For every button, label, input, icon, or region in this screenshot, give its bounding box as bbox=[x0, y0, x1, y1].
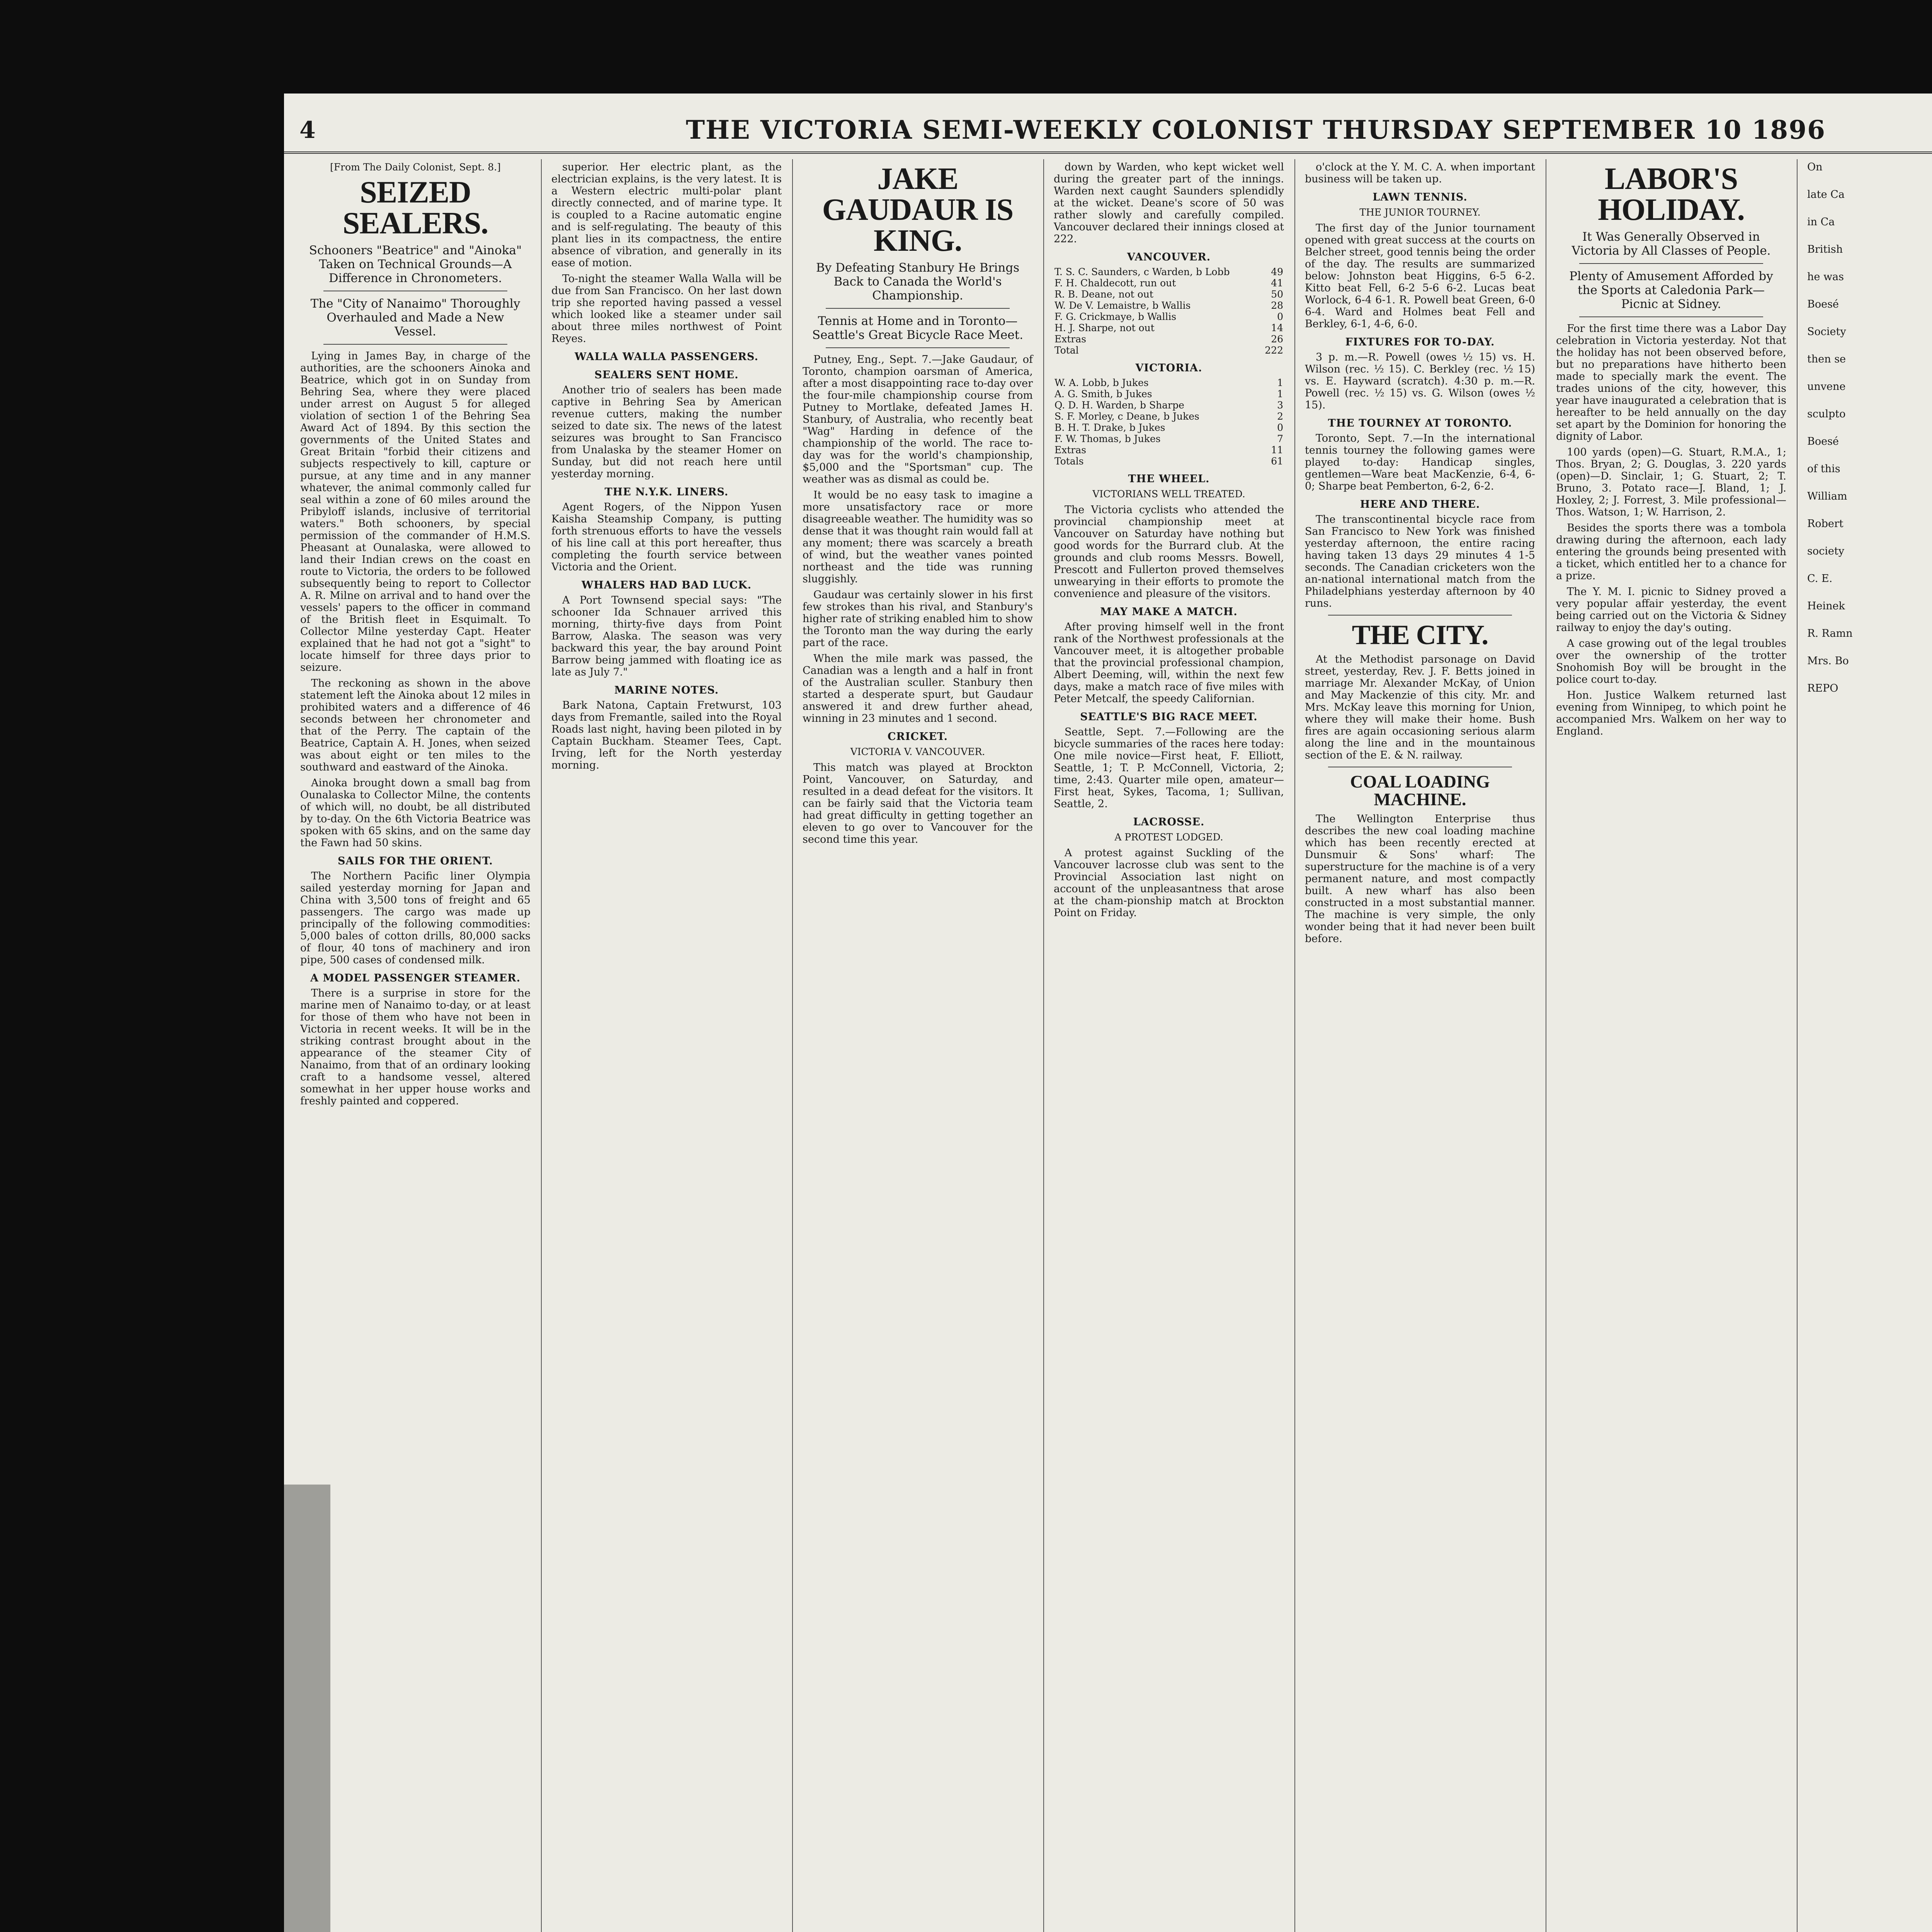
fragment-line: sculpto bbox=[1807, 408, 1846, 420]
player-name: Total bbox=[1054, 345, 1079, 356]
table-row bbox=[1054, 266, 1284, 277]
article-paragraph: A protest against Suckling of the Vancouver lacrosse club was sent to the Provincial Association last night on account of the unpleasantness that arose at the cham-pionship match at Brockton Point on Friday. bbox=[1054, 847, 1284, 919]
article-paragraph: Toronto, Sept. 7.—In the international tennis tourney the following games were played to-day: Handicap singles, gentlemen—Ware beat MacKenzie, 6-4, 6-0; Sharpe beat Pemberton, 6-2, 6-2. bbox=[1305, 432, 1535, 492]
fragment-line: C. E. bbox=[1807, 573, 1833, 585]
subhead: THE WHEEL. bbox=[1128, 473, 1210, 485]
article-paragraph: Besides the sports there was a tombola drawing during the afternoon, each lady entering the grounds being presented with a ticket, which entitled her to a chance for a prize. bbox=[1556, 522, 1786, 582]
article-paragraph: There is a surprise in store for the marine men of Nanaimo to-day, or at least for those of them who have not been in Victoria in recent weeks. It will be in the striking contrast brought about in the appearance of the steamer City of Nanaimo, from that of an ordinary looking craft to a handsome vessel, altered somewhat in her upper house works and freshly painted and coppered. bbox=[300, 987, 531, 1107]
headline-seized-sealers: SEIZED SEALERS. bbox=[342, 175, 488, 240]
player-name: F. G. Crickmaye, b Wallis bbox=[1054, 311, 1177, 322]
table-row bbox=[1054, 311, 1284, 322]
runs: 11 bbox=[1271, 444, 1283, 456]
article-paragraph: Gaudaur was certainly slower in his first few strokes than his rival, and Stanbury's higher rate of striking enabled him to show the Toronto man the way during the early part of the race. bbox=[803, 589, 1033, 649]
deck: It Was Generally Observed in Victoria by All Classes of People. bbox=[1571, 230, 1771, 258]
subhead: WALLA WALLA PASSENGERS. bbox=[575, 351, 759, 363]
article-paragraph: At the Methodist parsonage on David street, yesterday, Rev. J. F. Betts joined in marriage Mr. Alexander McKay, of Union and May Mackenzie of this city. Mr. and Mrs. McKay leave this morning for Union, where they will make their home. Bush fires are again occasioning serious alarm along the line and in the mountainous section of the E. & N. railway. bbox=[1305, 653, 1535, 761]
column-rule bbox=[1797, 159, 1798, 1932]
subhead-small: VICTORIA V. VANCOUVER. bbox=[850, 746, 985, 757]
fragment-line: of this bbox=[1807, 463, 1840, 475]
article-paragraph: The Y. M. I. picnic to Sidney proved a very popular affair yesterday, the event being carried out on the Victoria & Sidney railway to enjoy the day's outing. bbox=[1556, 586, 1786, 634]
article-paragraph: When the mile mark was passed, the Canadian was a length and a half in front of the Australian sculler. Stanbury then started a desperate spurt, but Gaudaur answered it and drew further ahead, winning in 23 minutes and 1 second. bbox=[803, 653, 1033, 724]
page-header bbox=[284, 94, 1932, 154]
player-name: Totals bbox=[1054, 456, 1084, 467]
article-paragraph: superior. Her electric plant, as the electrician explains, is the very latest. It is a Western electric multi-polar plant directly connected, and of marine type. It is coupled to a Racine automatic engine and is self-regulating. The beauty of this plant lies in its compactness, the entire absence of vibration, and generally in its ease of motion. bbox=[551, 161, 782, 269]
runs: 222 bbox=[1265, 345, 1283, 356]
victoria-scorecard bbox=[1054, 377, 1284, 467]
runs: 1 bbox=[1277, 377, 1283, 388]
headline-coal-loading: COAL LOADING MACHINE. bbox=[1350, 772, 1490, 809]
table-row bbox=[1054, 456, 1284, 467]
divider bbox=[1328, 615, 1512, 616]
table-row bbox=[1054, 333, 1284, 345]
article-paragraph: For the first time there was a Labor Day celebration in Victoria yesterday. Not that the holiday has not been observed before, but no preparations have hitherto been made to specially mark the event. The trades unions of the city, however, this year have inaugurated a celebration that is hereafter to be held annually on the day set apart by the Dominion for honoring the dignity of Labor. bbox=[1556, 323, 1786, 442]
deck: Tennis at Home and in Toronto—Seattle's Great Bicycle Race Meet. bbox=[812, 314, 1024, 342]
column-1 bbox=[292, 161, 539, 1932]
divider bbox=[1579, 263, 1763, 264]
table-row bbox=[1054, 388, 1284, 400]
fragment-line: William bbox=[1807, 490, 1847, 502]
subhead: LAWN TENNIS. bbox=[1372, 191, 1468, 203]
subhead: SEATTLE'S BIG RACE MEET. bbox=[1080, 711, 1258, 723]
article-paragraph: 100 yards (open)—G. Stuart, R.M.A., 1; Thos. Bryan, 2; G. Douglas, 3. 220 yards (open)—D. Sinclair, 1; G. Stuart, 2; T. Bruno, 3. Potato race—J. Bland, 1; J. Hoxley, 2; J. Forrest, 3. Mile professional—Thos. Watson, 1; W. Harrison, 2. bbox=[1556, 446, 1786, 518]
article-paragraph: Putney, Eng., Sept. 7.—Jake Gaudaur, of Toronto, champion oarsman of America, after a most disappointing race to-day over the four-mile championship course from Putney to Mortlake, defeated James H. Stanbury, of Australia, who recently beat "Wag" Harding in defence of the championship of the world. The race to-day was for the world's championship, $5,000 and the "Sportsman" cup. The weather was as dismal as could be. bbox=[803, 354, 1033, 485]
article-paragraph: The Wellington Enterprise thus describes the new coal loading machine which has been recently erected at Dunsmuir & Sons' wharf: The superstructure for the machine is of a very permanent nature, and most compactly built. A new wharf has also been constructed in a most substantial manner. The machine is very simple, the only wonder being that it had never been built before. bbox=[1305, 813, 1535, 945]
subhead: CRICKET. bbox=[887, 731, 948, 743]
headline-gaudaur: JAKE GAUDAUR IS KING. bbox=[822, 162, 1014, 258]
runs: 49 bbox=[1271, 266, 1283, 277]
article-paragraph: To-night the steamer Walla Walla will be due from San Francisco. On her last down trip she reported having passed a vessel which looked like a steamer under sail about three miles northwest of Point Reyes. bbox=[551, 273, 782, 345]
fragment-line: Boesé bbox=[1807, 298, 1839, 310]
article-paragraph: The Victoria cyclists who attended the provincial championship meet at Vancouver on Saturday have nothing but good words for the Burrard club. At the grounds and club rooms Messrs. Bowell, Prescott and Fullerton proved themselves unwearying in their efforts to promote the convenience and pleasure of the visitors. bbox=[1054, 504, 1284, 600]
player-name: S. F. Morley, c Deane, b Jukes bbox=[1054, 411, 1199, 422]
player-name: B. H. T. Drake, b Jukes bbox=[1054, 422, 1165, 433]
player-name: F. H. Chaldecott, run out bbox=[1054, 277, 1176, 289]
table-row bbox=[1054, 433, 1284, 444]
article-paragraph: The first day of the Junior tournament opened with great success at the courts on Belcher street, good tennis being the order of the day. The results are summarized below: Johnston beat Higgins, 6-5 6-2. Kitto beat Fell, 6-2 5-6 6-2. Lucas beat Worlock, 6-4 6-1. R. Powell beat Green, 6-0 6-4. Ward and Holmes beat Fell and Berkley, 6-1, 4-6, 6-0. bbox=[1305, 222, 1535, 330]
runs: 0 bbox=[1277, 422, 1283, 433]
runs: 0 bbox=[1277, 311, 1283, 322]
article-paragraph: Another trio of sealers has been made captive in Behring Sea by American revenue cutters, making the number seized to date six. The news of the latest seizures was brought to San Francisco from Unalaska by the steamer Homer on Sunday, but did not reach here until yesterday morning. bbox=[551, 384, 782, 480]
runs: 14 bbox=[1271, 322, 1283, 333]
runs: 50 bbox=[1271, 289, 1283, 300]
column-5 bbox=[1296, 161, 1544, 1932]
fragment-line: Heinek bbox=[1807, 600, 1845, 612]
deck: By Defeating Stanbury He Brings Back to Canada the World's Championship. bbox=[816, 261, 1020, 303]
article-paragraph: Bark Natona, Captain Fretwurst, 103 days from Fremantle, sailed into the Royal Roads last night, having been piloted in by Captain Buckham. Steamer Tees, Capt. Irving, left for the North yesterday morning. bbox=[551, 699, 782, 771]
column-rule bbox=[792, 159, 793, 1932]
player-name: Extras bbox=[1054, 444, 1087, 456]
table-row bbox=[1054, 289, 1284, 300]
article-paragraph: This match was played at Brockton Point, Vancouver, on Saturday, and resulted in a dead defeat for the visitors. It can be fairly said that the Victoria team had great difficulty in getting together an eleven to go over to Vancouver for the second time this year. bbox=[803, 762, 1033, 845]
vancouver-scorecard bbox=[1054, 266, 1284, 356]
runs: 41 bbox=[1271, 277, 1283, 289]
runs: 2 bbox=[1277, 411, 1283, 422]
newspaper-page bbox=[284, 94, 1932, 1932]
score-table-title: VANCOUVER. bbox=[1127, 251, 1211, 263]
runs: 1 bbox=[1277, 388, 1283, 400]
table-row bbox=[1054, 277, 1284, 289]
column-rule bbox=[541, 159, 542, 1932]
player-name: A. G. Smith, b Jukes bbox=[1054, 388, 1152, 400]
article-paragraph: Agent Rogers, of the Nippon Yusen Kaisha Steamship Company, is putting forth strenuous efforts to have the vessels of his line call at this port hereafter, thus completing the fourth service between Victoria and the Orient. bbox=[551, 501, 782, 573]
table-row bbox=[1054, 422, 1284, 433]
source-note: [From The Daily Colonist, Sept. 8.] bbox=[330, 162, 501, 173]
table-row bbox=[1054, 377, 1284, 388]
subhead: MARINE NOTES. bbox=[614, 684, 719, 696]
article-paragraph: A case growing out of the legal troubles over the ownership of the trotter Snohomish Boy will be brought in the police court to-day. bbox=[1556, 638, 1786, 685]
column-rule bbox=[1294, 159, 1295, 1932]
fragment-line: late Ca bbox=[1807, 189, 1845, 201]
column-2 bbox=[543, 161, 790, 1932]
deck: The "City of Nanaimo" Thoroughly Overhauled and Made a New Vessel. bbox=[310, 297, 520, 338]
article-paragraph: Seattle, Sept. 7.—Following are the bicycle summaries of the races here today: One mile novice—First heat, F. Elliott, Seattle, 1; T. P. McConnell, Victoria, 2; time, 2:43. Quarter mile open, amateur—First heat, Sykes, Tacoma, 1; Sullivan, Seattle, 2. bbox=[1054, 726, 1284, 810]
deck: Schooners "Beatrice" and "Ainoka" Taken on Technical Grounds—A Difference in Chronometers. bbox=[309, 243, 522, 285]
fragment-line: society bbox=[1807, 545, 1844, 557]
fragment-line: Society bbox=[1807, 326, 1846, 338]
article-paragraph: A Port Townsend special says: "The schooner Ida Schnauer arrived this morning, thirty-five days from Point Barrow, Alaska. The season was very backward this year, the bay around Point Barrow being jammed with floating ice as late as July 7." bbox=[551, 594, 782, 678]
article-paragraph: o'clock at the Y. M. C. A. when important business will be taken up. bbox=[1305, 161, 1535, 185]
player-name: H. J. Sharpe, not out bbox=[1054, 322, 1155, 333]
deck: Plenty of Amusement Afforded by the Sports at Caledonia Park—Picnic at Sidney. bbox=[1569, 269, 1773, 311]
subhead: FIXTURES FOR TO-DAY. bbox=[1345, 336, 1495, 348]
fragment-line: Boesé bbox=[1807, 435, 1839, 447]
subhead-small: VICTORIANS WELL TREATED. bbox=[1092, 488, 1245, 500]
headline-the-city: THE CITY. bbox=[1352, 619, 1488, 650]
fragment-line: REPO bbox=[1807, 682, 1838, 694]
fragment-line: On bbox=[1807, 161, 1823, 173]
table-row bbox=[1054, 345, 1284, 356]
table-row bbox=[1054, 300, 1284, 311]
article-paragraph: The Northern Pacific liner Olympia sailed yesterday morning for Japan and China with 3,500 tons of freight and 65 passengers. The cargo was made up principally of the following commodities: 5,000 bales of cotton drills, 80,000 sacks of flour, 40 tons of machinery and iron pipe, 500 cases of condensed milk. bbox=[300, 870, 531, 966]
runs: 28 bbox=[1271, 300, 1283, 311]
subhead: SAILS FOR THE ORIENT. bbox=[338, 855, 493, 867]
page-number: 4 bbox=[299, 117, 316, 144]
player-name: Q. D. H. Warden, b Sharpe bbox=[1054, 400, 1184, 411]
fragment-line: Mrs. Bo bbox=[1807, 655, 1849, 667]
article-paragraph: After proving himself well in the front rank of the Northwest professionals at the Vancouver meet, it is altogether probable that the provincial professional champion, Albert Deeming, will, within the next few days, make a match race of five miles with Peter Metcalf, the speedy Californian. bbox=[1054, 621, 1284, 705]
column-7-fragment bbox=[1799, 161, 1932, 1932]
table-row bbox=[1054, 400, 1284, 411]
masthead: THE VICTORIA SEMI-WEEKLY COLONIST THURSDAY SEPTEMBER 10 1896 bbox=[685, 115, 1826, 145]
fragment-line: unvene bbox=[1807, 381, 1846, 393]
score-table-title: VICTORIA. bbox=[1135, 362, 1202, 374]
article-paragraph: It would be no easy task to imagine a more unsatisfactory race or more disagreeable weather. The humidity was so dense that it was thought rain would fall at any moment; there was scarcely a breath of wind, but the weather vanes pointed northeast and the tide was running sluggishly. bbox=[803, 489, 1033, 585]
subhead: A MODEL PASSENGER STEAMER. bbox=[310, 972, 520, 984]
article-paragraph: Hon. Justice Walkem returned last evening from Winnipeg, to which point he accompanied Mrs. Walkem on her way to England. bbox=[1556, 689, 1786, 737]
runs: 61 bbox=[1271, 456, 1283, 467]
column-6 bbox=[1548, 161, 1795, 1932]
subhead: THE TOURNEY AT TORONTO. bbox=[1328, 417, 1512, 429]
subhead: LACROSSE. bbox=[1133, 816, 1205, 828]
player-name: F. W. Thomas, b Jukes bbox=[1054, 433, 1161, 444]
player-name: Extras bbox=[1054, 333, 1087, 345]
fragment-line: Robert bbox=[1807, 518, 1844, 530]
divider bbox=[826, 308, 1010, 309]
subhead: SEALERS SENT HOME. bbox=[594, 369, 739, 381]
article-paragraph: Lying in James Bay, in charge of the authorities, are the schooners Ainoka and Beatrice, which got in on Sunday from Behring Sea, where they were placed under arrest on August 5 for alleged violation of section 1 of the Behring Sea Award Act of 1894. By this section the governments of the United States and Great Britain "forbid their citizens and subjects respectively to kill, capture or pursue, at any time and in any manner whatever, the animal commonly called fur seal within a zone of 60 miles around the Pribyloff islands, inclusive of territorial waters." Both schooners, by special permission of the commander of H.M.S. Pheasant at Ounalaska, were allowed to land their Indian crews on the coast en route to Victoria, the orders to be followed subsequently being to report to Collector A. R. Milne on arrival and to hand over the vessels' papers to the officer in command of the British fleet in Esquimalt. To Collector Milne yesterday Capt. Heater explained that he had not got a "sight" to locate himself for three days prior to seizure. bbox=[300, 350, 531, 673]
table-row bbox=[1054, 322, 1284, 333]
column-4 bbox=[1045, 161, 1293, 1932]
headline-labors-holiday: LABOR'S HOLIDAY. bbox=[1598, 162, 1745, 227]
fragment-line: R. Ramn bbox=[1807, 628, 1853, 639]
player-name: W. De V. Lemaistre, b Wallis bbox=[1054, 300, 1191, 311]
fragment-line: he was bbox=[1807, 271, 1844, 283]
subhead: MAY MAKE A MATCH. bbox=[1100, 606, 1238, 618]
divider bbox=[826, 347, 1010, 348]
runs: 26 bbox=[1271, 333, 1283, 345]
divider bbox=[323, 344, 507, 345]
table-row bbox=[1054, 411, 1284, 422]
subhead: WHALERS HAD BAD LUCK. bbox=[582, 579, 752, 591]
table-row bbox=[1054, 444, 1284, 456]
subhead-small: THE JUNIOR TOURNEY. bbox=[1359, 207, 1481, 218]
column-rule bbox=[1043, 159, 1044, 1932]
column-3 bbox=[794, 161, 1041, 1932]
subhead: THE N.Y.K. LINERS. bbox=[604, 486, 729, 498]
article-paragraph: down by Warden, who kept wicket well during the greater part of the innings. Warden next caught Saunders splendidly at the wicket. Deane's score of 50 was rather slowly and carefully compiled. Vancouver declared their innings closed at 222. bbox=[1054, 161, 1284, 245]
article-paragraph: The reckoning as shown in the above statement left the Ainoka about 12 miles in prohibited waters and a difference of 46 seconds between her chronometer and that of the Perry. The captain of the Beatrice, Captain A. H. Jones, when seized was about eight or ten miles to the southward and eastward of the Ainoka. bbox=[300, 677, 531, 773]
article-paragraph: 3 p. m.—R. Powell (owes ½ 15) vs. H. Wilson (rec. ½ 15). C. Berkley (rec. ½ 15) vs. E. Hayward (scratch). 4:30 p. m.—R. Powell (rec. ½ 15) vs. G. Wilson (owes ½ 15). bbox=[1305, 351, 1535, 411]
fragment-line: then se bbox=[1807, 353, 1846, 365]
fragment-line: in Ca bbox=[1807, 216, 1835, 228]
article-paragraph: Ainoka brought down a small bag from Ounalaska to Collector Milne, the contents of which will, no doubt, be all distributed by to-day. On the 6th Victoria Beatrice was spoken with 65 skins, and on the same day the Fawn had 50 skins. bbox=[300, 777, 531, 849]
player-name: W. A. Lobb, b Jukes bbox=[1054, 377, 1149, 388]
subhead-small: A PROTEST LODGED. bbox=[1114, 832, 1223, 843]
runs: 7 bbox=[1277, 433, 1283, 444]
article-paragraph: The transcontinental bicycle race from San Francisco to New York was finished yesterday afternoon, the entire racing having taken 13 days 29 minutes 4 1-5 seconds. The Canadian cricketers won the an-national international match from the Philadelphians yesterday afternoon by 40 runs. bbox=[1305, 514, 1535, 609]
player-name: T. S. C. Saunders, c Warden, b Lobb bbox=[1054, 266, 1230, 277]
subhead: HERE AND THERE. bbox=[1360, 498, 1480, 510]
runs: 3 bbox=[1277, 400, 1283, 411]
fragment-line: British bbox=[1807, 243, 1843, 255]
player-name: R. B. Deane, not out bbox=[1054, 289, 1153, 300]
divider bbox=[1579, 316, 1763, 317]
